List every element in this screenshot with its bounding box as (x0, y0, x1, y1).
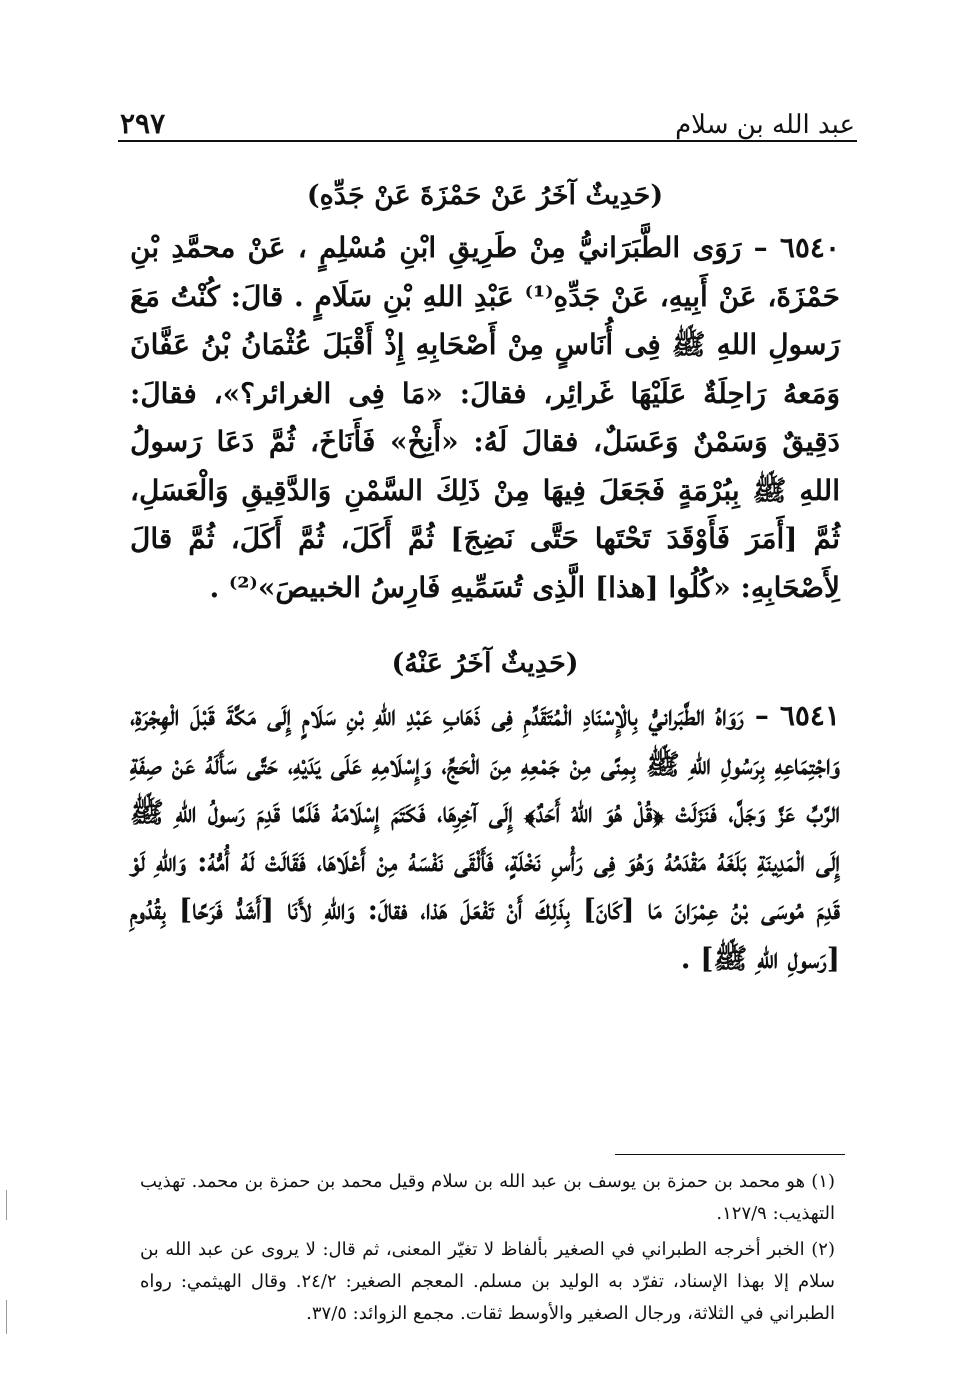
footnote-1: (١) هو محمد بن حمزة بن يوسف بن عبد الله بن سلام وقيل محمد بن حمزة بن محمد. تهذيب التهذيب: ١٢٧/٩. (140, 1171, 835, 1224)
hadith-body: – رَوَى الطَّبَرَانيُّ مِنْ طَرِيقِ ابْنِ مُسْلِمٍ ، عَنْ محمَّدِ بْنِ حَمْزَةَ، عَنْ أَبِيهِ، عَنْ جَدِّهِ⁽¹⁾ عَبْدِ اللهِ بْنِ سَلَامٍ . قالَ: كُنْتُ مَعَ رَسولِ اللهِ ﷺ فِى أُنَاسٍ مِنْ أَصْحَابِهِ إِذْ أَقْبَلَ عُثْمَانُ بْنُ عَفَّانَ وَمَعهُ رَاحِلَةٌ عَلَيْهَا غَرائِر، فقالَ: «مَا فِى الغرائر؟»، فقالَ: دَقِيقٌ وَسَمْنٌ وَعَسَلٌ، فقالَ لَهُ: «أَنِخْ» فَأَنَاخَ، ثُمَّ دَعَا رَسولُ اللهِ ﷺ بِبُرْمَةٍ فَجَعَلَ فِيهَا مِنْ ذَلِكَ السَّمْنِ وَالدَّقِيقِ وَالْعَسَلِ، ثُمَّ [أَمَرَ فَأَوْقَدَ تَحْتَها حَتَّى نَضِجَ] ثُمَّ أَكَلَ، ثُمَّ أَكَلَ، ثُمَّ قالَ لِأَصْحَابِهِ: «كُلُوا [هذا] الَّذِى تُسَمِّيهِ فَارِسُ الخبيصَ»⁽²⁾ . (130, 231, 840, 604)
hadith-text (130, 692, 840, 983)
hadith-section-6541 (130, 644, 840, 983)
footnotes (140, 1166, 835, 1334)
running-title: عبد الله بن سلام (675, 110, 855, 140)
running-head (120, 92, 855, 140)
scan-edge-mark (6, 1300, 7, 1334)
page-number: ٢٩٧ (120, 107, 166, 140)
footnote-2: (٢) الخبر أخرجه الطبراني في الصغير بألفاظ لا تغيّر المعنى، ثم قال: لا يروى عن عبد الله بن سلام إلا بهذا الإسناد، تفرّد به الوليد بن مسلم. المعجم الصغير: ٢٤/٢. وقال الهيثمي: رواه الطبراني في الثلاثة، ورجال الصغير والأوسط ثقات. مجمع الزوائد: ٣٧/٥. (140, 1239, 835, 1324)
hadith-number: ٦٥٤١ (779, 699, 840, 732)
scan-edge-mark (6, 1190, 7, 1220)
hadith-body: – رَوَاهُ الطَّبَرانيُّ بِالْإِسْنَادِ الْمُتَقَدِّمِ فِى ذَهَابِ عَبْدِ اللهِ بْنِ سَلَامٍ إِلَى مَكَّةَ قَبْلَ الْهِجْرَةِ، وَاجْتِمَاعِهِ بِرَسُولِ اللهِ ﷺ بِمِنًى مِنْ جَمْعِهِ مِنَ الْحَجِّ، وَإِسْلَامِهِ عَلَى يَدَيْهِ، حَتَّى سَأَلَهُ عَنْ صِفَةِ الرَّبِّ عَزَّ وَجَلَّ، فَنَزَلَتْ ﴿قُلْ هُوَ اللهُ أَحَدٌ﴾ إِلَى آخِرِهَا، فَكَتَمَ إِسْلَامَهُ فَلَمَّا قَدِمَ رَسولُ اللهِ ﷺ إِلَى الْمَدِينَةِ بَلَغَهُ مَقْدَمُهُ وَهُوَ فِى رَأْسِ نَخْلَةٍ، فَأَلْقَى نَفْسَهُ مِنْ أَعْلَاهَا، فَقَالَتْ لَهُ أُمُّهُ: وَاللهِ لَوْ قَدِمَ مُوسَى بْنُ عِمْرَانَ مَا [كَانَ] بِذَلِكَ أَنْ تَفْعَلَ هَذا، فقالَ: وَاللهِ لأَنَا [أَشَدُّ فَرَحًا] بِقُدُومِ [رَسولِ اللهِ ﷺ] . (130, 699, 841, 975)
header-rule (118, 140, 857, 142)
footnote-rule (615, 1154, 845, 1155)
hadith-number: ٦٥٤٠ (779, 231, 840, 264)
section-heading: (حَدِيثٌ آخَرُ عَنْ حَمْزَةَ عَنْ جَدِّهِ) (306, 180, 664, 211)
section-heading: (حَدِيثٌ آخَرُ عَنْهُ) (391, 648, 579, 679)
hadith-text (130, 224, 840, 612)
hadith-section-6540 (130, 176, 840, 612)
